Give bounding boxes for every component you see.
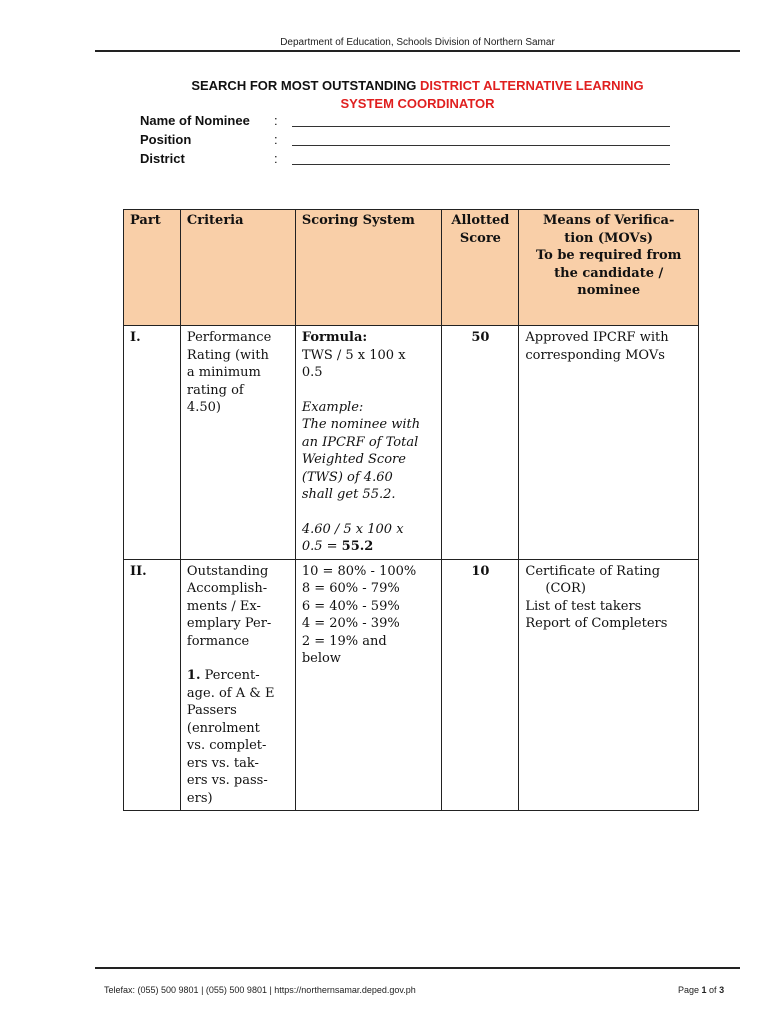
- header-divider: [95, 50, 740, 52]
- table-row: [124, 326, 699, 560]
- criteria-table: [123, 209, 699, 811]
- table-header-row: [124, 210, 699, 326]
- row-part: II.: [124, 559, 181, 811]
- document-header: Department of Education, Schools Division of Northern Samar: [280, 37, 555, 48]
- district-field: District :: [140, 151, 680, 170]
- title-red-part-1: DISTRICT ALTERNATIVE LEARNING: [420, 78, 644, 93]
- row-movs: Approved IPCRF with corresponding MOVs: [519, 326, 699, 560]
- field-label: Name of Nominee: [140, 113, 250, 128]
- row-movs: Certificate of Rating (COR) List of test takers Report of Completers: [519, 559, 699, 811]
- header-means-of-verification: Means of Verifica- tion (MOVs) To be required from the candidate / nominee: [519, 210, 699, 326]
- header-criteria: Criteria: [180, 210, 295, 326]
- blank-line: [292, 145, 670, 146]
- row-criteria: Outstanding Accomplish- ments / Ex- emplary Per- formance 1. Percent- age. of A & E Passers (enrolment vs. complet- ers vs. tak- ers vs. pass- ers): [180, 559, 295, 811]
- blank-line: [292, 164, 670, 165]
- page-number: Page 1 of 3: [678, 985, 725, 995]
- row-allotted-score: 50: [442, 326, 519, 560]
- nominee-fields: [140, 113, 680, 170]
- blank-line: [292, 126, 670, 127]
- row-criteria: Performance Rating (with a minimum rating of 4.50): [180, 326, 295, 560]
- name-of-nominee-field: Name of Nominee :: [140, 113, 680, 132]
- title-red-part-2: SYSTEM COORDINATOR: [340, 96, 495, 111]
- footer-contact: Telefax: (055) 500 9801 | (055) 500 9801 | https://northernsamar.deped.gov.ph: [104, 985, 416, 995]
- header-scoring-system: Scoring System: [295, 210, 442, 326]
- field-label: District: [140, 151, 185, 166]
- document-title: [95, 77, 740, 113]
- table-row: [124, 559, 699, 811]
- header-allotted-score: Allotted Score: [442, 210, 519, 326]
- row-scoring-system: Formula: TWS / 5 x 100 x 0.5 Example: The nominee with an IPCRF of Total Weighted Score (TWS) of 4.60 shall get 55.2. 4.60 / 5 x 100 x 0.5 = 55.2: [295, 326, 442, 560]
- row-part: I.: [124, 326, 181, 560]
- field-label: Position: [140, 132, 192, 147]
- row-allotted-score: 10: [442, 559, 519, 811]
- header-part: Part: [124, 210, 181, 326]
- title-black-part: SEARCH FOR MOST OUTSTANDING: [191, 78, 417, 93]
- position-field: Position :: [140, 132, 680, 151]
- footer-divider: [95, 967, 740, 969]
- row-scoring-system: 10 = 80% - 100% 8 = 60% - 79% 6 = 40% - 59% 4 = 20% - 39% 2 = 19% and below: [295, 559, 442, 811]
